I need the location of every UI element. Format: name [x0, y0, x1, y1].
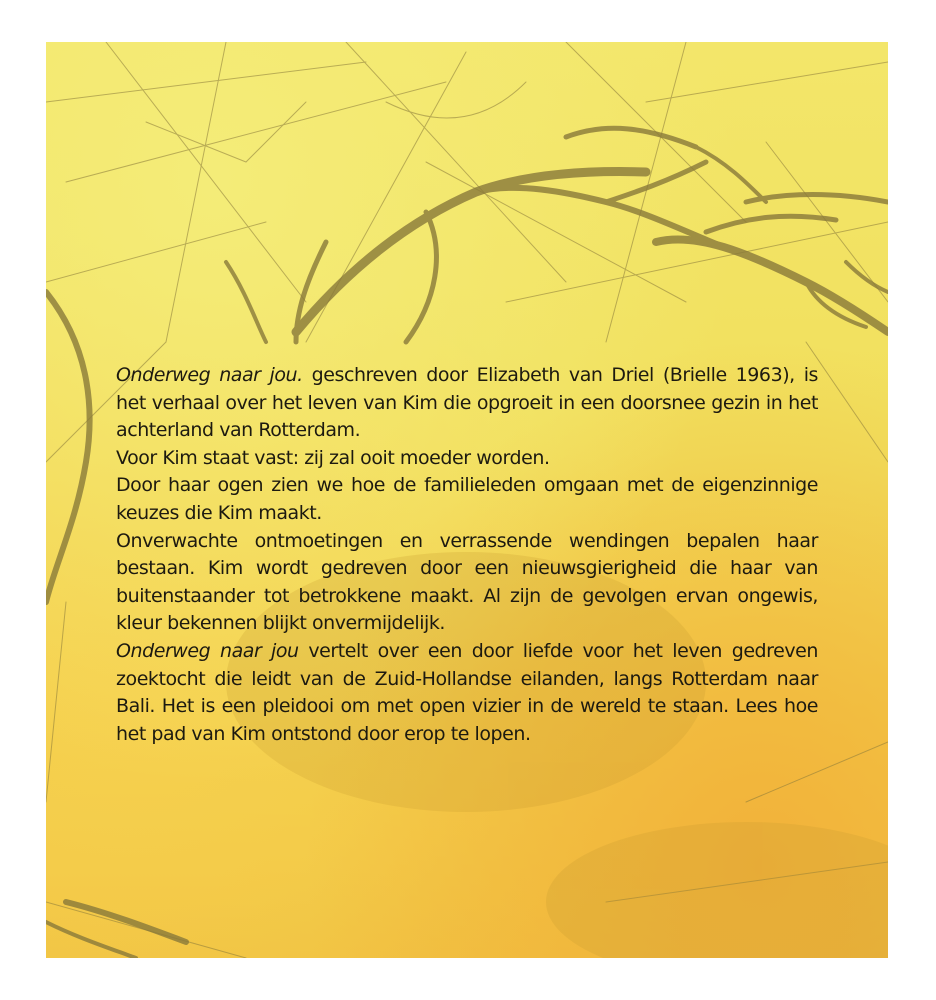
back-cover — [46, 42, 888, 958]
book-title-1: Onderweg naar jou. — [116, 364, 303, 386]
blurb-paragraph-1 — [116, 362, 818, 445]
book-title-2: Onderweg naar jou — [116, 639, 299, 662]
blurb-paragraph-5 — [116, 638, 818, 748]
blurb-text-2: Voor Kim staat vast: zij zal ooit moeder worden. — [116, 446, 550, 469]
blurb-text-3: Door haar ogen zien we hoe de familieleden omgaan met de eigenzinnige keuzes die Kim maakt. — [116, 474, 818, 524]
blurb-paragraph-2 — [116, 445, 818, 473]
blurb-text-1: geschreven door Elizabeth van Driel (Brielle 1963), is het verhaal over het leven van Kim die opgroeit in een doorsnee gezin in het achterland van Rotterdam. — [116, 364, 818, 442]
blurb-paragraph-3 — [116, 472, 818, 527]
blurb-text-4: Onverwachte ontmoetingen en verrassende wendingen bepalen haar bestaan. Kim wordt gedreven door een nieuwsgierigheid die haar van buitenstaander tot betrokkene maakt. Al zijn de gevolgen ervan ongewis, kleur bekennen blijkt onvermijdelijk. — [116, 529, 818, 635]
back-cover-blurb — [116, 362, 818, 748]
blurb-paragraph-4 — [116, 528, 818, 638]
blurb-text-5: vertelt over een door liefde voor het leven gedreven zoektocht die leidt van de Zuid-Hollandse eilanden, langs Rotterdam naar Bali. Het is een pleidooi om met open vizier in de wereld te staan. Lees hoe het pad van Kim ontstond door erop te lopen. — [116, 639, 818, 745]
